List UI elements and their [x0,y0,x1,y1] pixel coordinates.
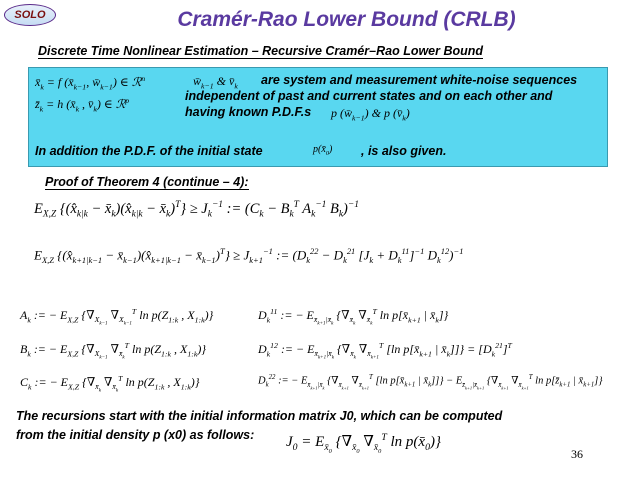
initial-state-prefix: In addition the P.D.F. of the initial state [35,144,263,158]
matrix-d22-definition: $D_k^{22}$ := − $E_{x̄_{k+1}|x̄_k}$ {$\nabla_{x̄_{k+1}}$ $\nabla_{x̄_{k+1}}^T$ [ln $p[x̄_{k+1}$ | $x̄_k]]\} - E_{z̄_{k+1}|x̄_{k+1}}$ {$\nabla_{x̄_{k+1}}$ $\nabla_{x̄_{k+1}}^T$ $\ln p[z̄_{k+1}$ | $x̄_{k+1}$]} [258,374,603,390]
matrix-a-definition: $A_k$ := − $E_{X,Z}$ {$\nabla_{X_{k-1}}$ $\nabla_{X_{k-1}}^T$ $\ln p(Z_{1:k}$ , $X_{1:k}$)} [20,307,214,327]
initial-state-pdf: $p(x̄_0)$ [313,144,333,157]
initial-state-suffix: , is also given. [361,144,447,158]
crlb-equation: $E_{X,Z}$ {($x̂_{k|k}$ − $x̄_k)(x̂_{k|k}$ − $x̄_k)^T\} \ge J_k^{-1}$ := ($C_k - B_k^T$ $A_k^{-1}$ $B_k)^{-1}$ [34,200,359,220]
solo-badge: SOLO [4,4,56,26]
state-equation: $x̄_k = f$ ($x̄_{k-1}$, $w̄_{k-1}$) ∈ ℛ$^n$ [35,74,146,92]
recursion-text-line-1: The recursions start with the initial information matrix J0, which can be computed [16,409,503,423]
page-number: 36 [571,447,583,461]
matrix-b-definition: $B_k$ := − $E_{X,Z}$ {$\nabla_{X_{k-1}}$ $\nabla_{x̄_k}^T$ $\ln p(Z_{1:k}$ , $X_{1:k}$)} [20,341,207,361]
initial-information-equation: $J_0 = E_{x̄_0}$ {$\nabla_{x̄_0}$ $\nabla_{x̄_0}^T$ $\ln p(x̄_0)$} [286,432,441,455]
slide-title: Cramér-Rao Lower Bound (CRLB) [177,8,516,31]
recursion-text-line-2: from the initial density p (x0) as follows: [16,428,255,442]
recursive-crlb-equation: $E_{X,Z}$ {($x̂_{k+1|k-1}$ − $x̄_{k-1})(x̂_{k+1|k-1}$ − $x̄_{k-1})^T\} \ge J_{k+1}^{-1}$ := ($D_k^{22} - D_k^{21}$ $[J_k + D_k^{11}]^{-1}$ $D_k^{12})^{-1}$ [34,246,464,265]
noise-pdfs: p $(w̄_{k-1})$ & p $(v̄_k)$ [331,106,410,123]
slide-subtitle: Discrete Time Nonlinear Estimation – Recursive Cramér–Rao Lower Bound [38,44,484,58]
noise-description-1: are system and measurement white-noise sequences [261,73,578,87]
noise-description-2: independent of past and current states and on each other and [185,89,553,103]
noise-description-3: having known P.D.F.s [185,105,312,119]
matrix-d12-definition: $D_k^{12}$ := − $E_{x̄_{k+1}|x̄_k}$ {$\nabla_{x̄_k}$ $\nabla_{x̄_{k+1}}^T$ [ln $p[x̄_{k+1}$ | $x̄_k]]\} = [D_k^{21}]^T$ [258,341,512,361]
matrix-d11-definition: $D_k^{11}$ := − $E_{x̄_{k+1}|x̄_k}$ {$\nabla_{x̄_k}$ $\nabla_{x̄_k}^T$ $\ln p[x̄_{k+1}$ | $x̄_k$]} [258,307,449,327]
noise-symbols: $w̄_{k-1}$ & $v̄_k$ [193,74,238,91]
proof-heading: Proof of Theorem 4 (continue – 4): [45,175,249,189]
system-definition-box [28,67,608,167]
measurement-equation: $z̄_k = h$ ($x̄_k$ , $v̄_k$) ∈ ℛ$^p$ [35,96,130,114]
matrix-c-definition: $C_k$ := − $E_{X,Z}$ {$\nabla_{x̄_k}$ $\nabla_{x̄_k}^T$ $\ln p(Z_{1:k}$ , $X_{1:k}$)} [20,374,200,394]
